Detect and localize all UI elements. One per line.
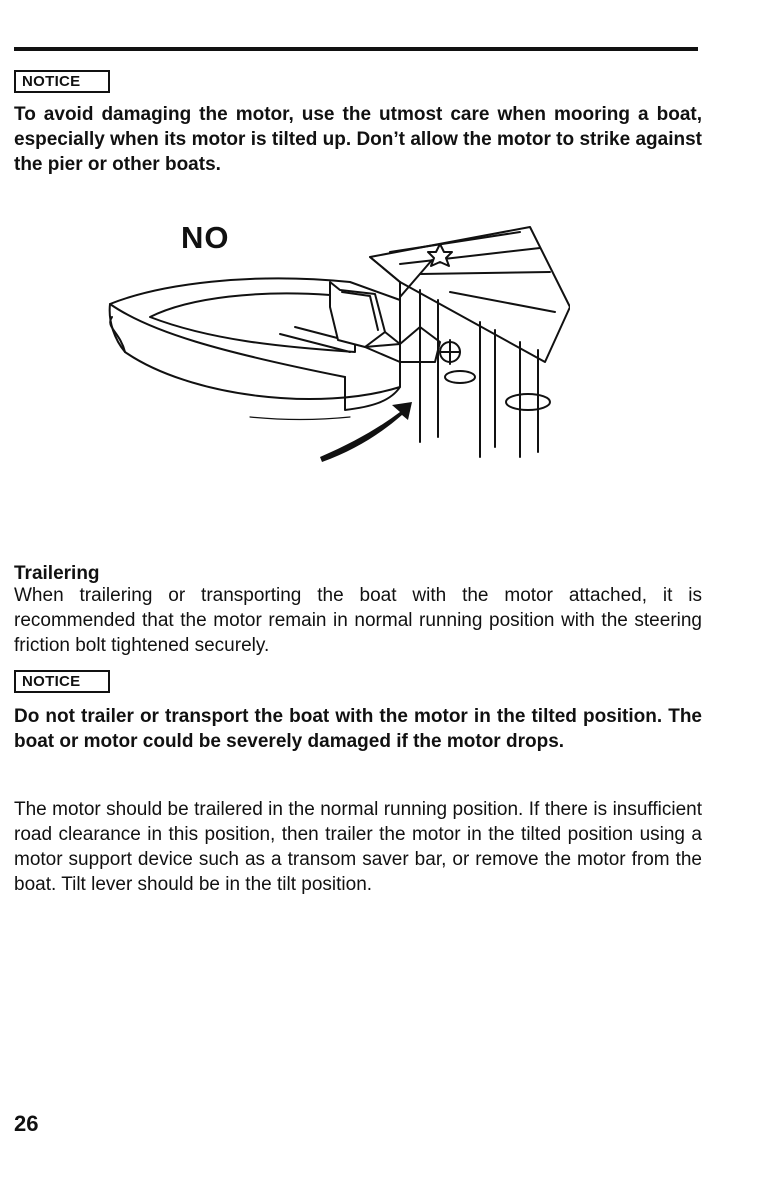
trailer-text: The motor should be trailered in the normal running position. If there is insufficient road clearance in this position, then trailer the motor in the tilted position using a motor support device such as a transom saver bar, or remove the motor from the boat. Tilt lever should be in the tilt position.	[14, 799, 702, 895]
top-rule	[14, 47, 698, 51]
motion-arrow	[320, 402, 412, 462]
trailering-text: When trailering or transporting the boat with the motor attached, it is recommended that the motor remain in normal running position with the steering friction bolt tightened securely.	[14, 585, 702, 656]
page-number: 26	[14, 1111, 39, 1136]
notice2-text: Do not trailer or transport the boat with the motor in the tilted position. The boat or motor could be severely damaged if the motor drops.	[14, 706, 702, 752]
figure-no-label: NO	[181, 220, 230, 255]
boat-pier-illustration	[100, 212, 570, 474]
trailering-heading: Trailering	[14, 563, 100, 584]
notice-box: NOTICE	[14, 70, 110, 93]
notice-text: To avoid damaging the motor, use the utmost care when mooring a boat, especially when its motor is tilted up. Don’t allow the motor to strike against the pier or other boats.	[14, 104, 702, 175]
notice-box-2: NOTICE	[14, 670, 110, 693]
